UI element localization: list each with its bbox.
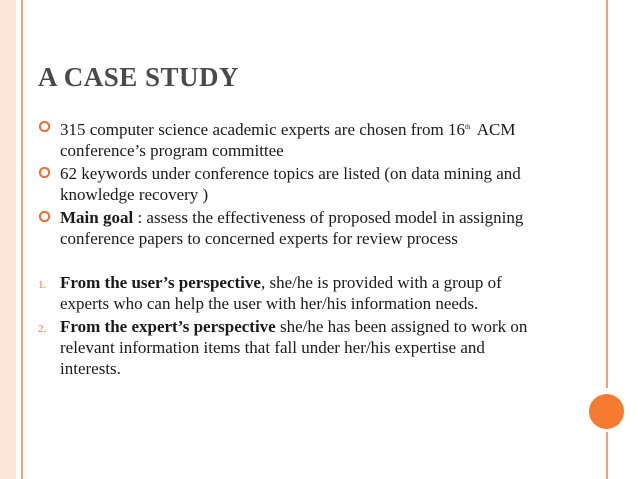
- bullet-item-main-goal: [38, 207, 538, 249]
- left-accent-line: [21, 0, 23, 479]
- superscript: th: [465, 123, 471, 131]
- number-marker: 1.: [38, 279, 47, 291]
- numbered-bold-label: From the expert’s perspective: [60, 317, 276, 336]
- slide-title: A CASE STUDY: [38, 62, 240, 92]
- bullet-item-keywords: [38, 163, 538, 205]
- bullet-item-experts: [38, 117, 538, 161]
- ring-bullet-icon: [38, 210, 51, 223]
- ring-bullet-icon: [38, 120, 51, 133]
- bullet-text-cont: ACM conference’s program committee: [60, 120, 516, 160]
- right-accent-line: [606, 0, 608, 388]
- bullet-text: : assess the effectiveness of proposed model in assigning conference papers to concerned experts for review process: [60, 208, 524, 248]
- numbered-bold-label: From the user’s perspective: [60, 273, 261, 292]
- orange-circle-decoration: [589, 394, 624, 429]
- numbered-text: she/he has been assigned to work on relevant information items that fall under her/his expertise and interests.: [60, 317, 528, 378]
- bullet-text: 62 keywords under conference topics are listed (on data mining and knowledge recovery ): [60, 164, 521, 204]
- numbered-item-expert: [38, 316, 538, 379]
- left-frame-band: [0, 0, 16, 479]
- ring-bullet-icon: [38, 166, 51, 179]
- number-marker: 2.: [38, 323, 47, 335]
- numbered-text: , she/he is provided with a group of experts who can help the user with her/his information needs.: [60, 273, 502, 313]
- slide-body: [38, 117, 538, 381]
- right-accent-line-bottom: [606, 432, 608, 479]
- bullet-bold-label: Main goal: [60, 208, 134, 227]
- bullet-text: 315 computer science academic experts are chosen from 16: [60, 120, 465, 139]
- numbered-item-user: [38, 272, 538, 314]
